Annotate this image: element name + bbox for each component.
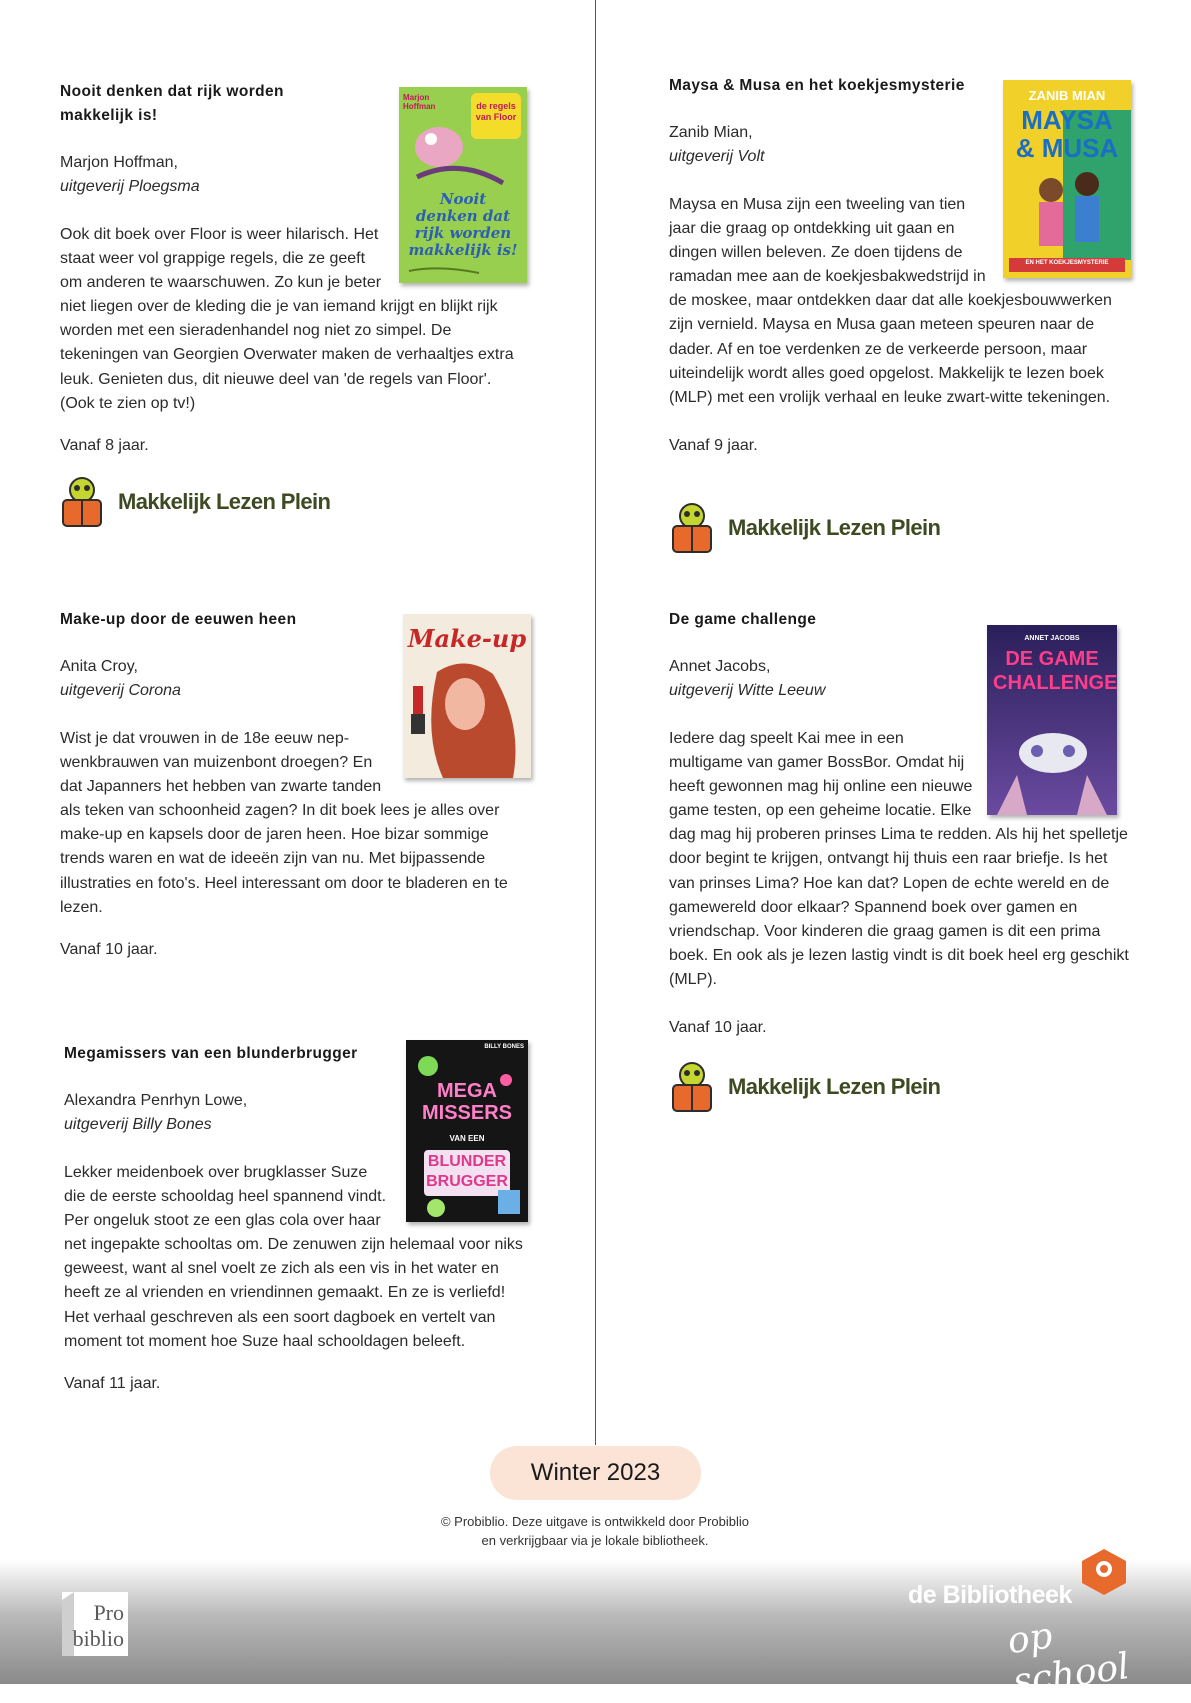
copyright-line-1: © Probiblio. Deze uitgave is ontwikkeld door Probiblio <box>440 1514 749 1529</box>
book-description: Iedere dag speelt Kai mee in een multigame van gamer BossBor. Omdat hij heeft gewonnen mag hij online een nieuwe game testen, op een geheime locatie. Elke dag mag hij proberen prinses Lima te redden. Als hij het spelletje door begint te krijgen, ontvangt hij thuis een raar briefje. Is het van prinses Lima? Hoe kan dat? Lopen de echte wereld en de gamewereld door elkaar? Spannend boek over gamen en vriendschap. Voor kinderen die graag gamen is dit een prima boek. En ook als je lezen lastig vindt is dit boek heel erg geschikt (MLP). <box>669 730 1129 988</box>
bibliotheek-op-school-logo <box>906 1545 1156 1703</box>
mlp-mascot-icon <box>670 1061 714 1113</box>
book-age: Vanaf 10 jaar. <box>60 940 158 958</box>
book-age: Vanaf 8 jaar. <box>60 436 149 454</box>
mlp-label: Makkelijk Lezen Plein <box>728 1074 941 1099</box>
book-cover-megamissers <box>406 1040 528 1222</box>
book-entry-maysa <box>669 74 1131 458</box>
cover-title-megamissers: MEGA MISSERS <box>421 1080 513 1124</box>
cover-illustration <box>406 1040 528 1222</box>
mlp-label: Makkelijk Lezen Plein <box>728 515 941 540</box>
book-author: Annet Jacobs, <box>669 658 771 675</box>
mlp-badge-1 <box>60 476 330 528</box>
mlp-badge-2 <box>670 502 940 554</box>
book-cover-maysa <box>1003 80 1131 278</box>
book-author: Anita Croy, <box>60 658 138 675</box>
probiblio-logo <box>62 1592 128 1656</box>
mlp-mascot-icon <box>670 502 714 554</box>
book-publisher: uitgeverij Ploegsma <box>60 178 200 195</box>
cover-author-game: ANNET JACOBS <box>1024 635 1080 642</box>
bibliotheek-label: de Bibliotheek <box>908 1581 1072 1609</box>
book-publisher: uitgeverij Billy Bones <box>64 1116 212 1133</box>
copyright-notice <box>395 1512 795 1550</box>
copyright-line-2: en verkrijgbaar via je lokale bibliotheek. <box>481 1533 709 1548</box>
book-title: De game challenge <box>669 611 817 628</box>
book-title: Maysa & Musa en het koekjesmysterie <box>669 77 965 94</box>
book-age: Vanaf 11 jaar. <box>64 1374 161 1392</box>
book-title: Megamissers van een blunderbrugger <box>64 1045 358 1062</box>
mlp-label: Makkelijk Lezen Plein <box>118 489 331 514</box>
probiblio-line-1: Pro <box>93 1600 124 1625</box>
book-title: Make-up door de eeuwen heen <box>60 611 297 628</box>
probiblio-line-2: biblio <box>72 1626 124 1651</box>
book-publisher: uitgeverij Witte Leeuw <box>669 682 826 699</box>
cover-title-maysa: MAYSA & MUSA <box>1015 105 1119 163</box>
book-cover-game <box>987 625 1117 815</box>
book-cover-makeup <box>403 614 531 778</box>
column-divider <box>595 0 596 1445</box>
cover-title-floor: de regels van Floor <box>475 101 517 122</box>
book-author: Marjon Hoffman, <box>60 154 178 171</box>
book-publisher: uitgeverij Corona <box>60 682 181 699</box>
cover-title2-megamissers: BLUNDER BRUGGER <box>426 1153 508 1190</box>
bibliotheek-icon <box>1074 1545 1134 1597</box>
book-age: Vanaf 9 jaar. <box>669 436 758 454</box>
cover-banner-maysa: EN HET KOEKJESMYSTERIE <box>1025 260 1109 266</box>
book-cover-floor <box>399 87 527 283</box>
cover-subtitle-floor: Nooit denken dat rijk worden makkelijk is! <box>408 190 518 259</box>
cover-mid-megamissers: VAN EEN <box>449 1134 485 1143</box>
mlp-badge-3 <box>670 1061 940 1113</box>
book-entry-megamissers <box>64 1042 524 1396</box>
book-author: Alexandra Penrhyn Lowe, <box>64 1092 248 1109</box>
cover-title-makeup: Make-up <box>407 624 527 653</box>
book-publisher: uitgeverij Volt <box>669 148 765 165</box>
book-description: Lekker meidenboek over brugklasser Suze die de eerste schooldag heel spannend vindt. Per ongeluk stoot ze een glas cola over haar net ingepakte schooltas om. De zenuwen zijn helemaal voor niks geweest, want al snel voelt ze zich als een vis in het water en heeft ze al vrienden en vriendinnen gemaakt. En ze is verliefd! Het verhaal geschreven als een soort dagboek en vertelt van moment tot moment hoe Suze haal schooldagen beleeft. <box>64 1164 523 1350</box>
cover-title-game: DE GAME CHALLENGE <box>993 648 1117 694</box>
book-author: Zanib Mian, <box>669 124 753 141</box>
book-entry-game <box>669 608 1131 1040</box>
book-description: Ook dit boek over Floor is weer hilarisch. Het staat weer vol grappige regels, die ze geeft om anderen te waarschuwen. Zo kun je beter niet liegen over de kleding die je van iemand krijgt en blijkt rijk worden met een sieradenhandel nog niet zo simpel. De tekeningen van Georgien Overwater maken de verhaaltjes extra leuk. Genieten dus, dit nieuwe deel van 'de regels van Floor'. (Ook te zien op tv!) <box>60 226 514 412</box>
op-school-label: op school <box>1005 1615 1132 1703</box>
book-title: Nooit denken dat rijk worden makkelijk is! <box>60 83 284 124</box>
book-description: Wist je dat vrouwen in de 18e eeuw nep-wenkbrauwen van muizenbont droegen? En dat Japanners het hebben van zwarte tanden als teken van schoonheid zagen? In dit boek lees je alles over make-up en kapsels door de jaren heen. Hoe bizar sommige trends waren en wat de ideeën zijn van nu. Met bijpassende illustraties en foto's. Heel interessant om door te bladeren en te lezen. <box>60 730 508 916</box>
mlp-mascot-icon <box>60 476 104 528</box>
cover-author-floor: Marjon Hoffman <box>403 93 436 111</box>
cover-author-maysa: ZANIB MIAN <box>1028 88 1106 103</box>
book-age: Vanaf 10 jaar. <box>669 1019 767 1037</box>
book-description: Maysa en Musa zijn een tweeling van tien jaar die graag op ontdekking uit gaan en dingen willen beleven. Ze doen tijdens de ramadan mee aan de koekjesbakwedstrijd in de moskee, maar ontdekken daar dat alle koekjesbouwwerken zijn vernield. Maysa en Musa gaan meteen speuren naar de dader. Af en toe verdenken ze de verkeerde persoon, maar uiteindelijk wordt alles goed opgelost. Makkelijk te lezen boek (MLP) met een vrolijk verhaal en leuke zwart-witte tekeningen. <box>669 196 1112 406</box>
book-entry-floor <box>60 80 525 458</box>
book-entry-makeup <box>60 608 525 962</box>
cover-publisher-megamissers: BILLY BONES <box>484 1044 524 1050</box>
season-badge: Winter 2023 <box>490 1446 701 1500</box>
